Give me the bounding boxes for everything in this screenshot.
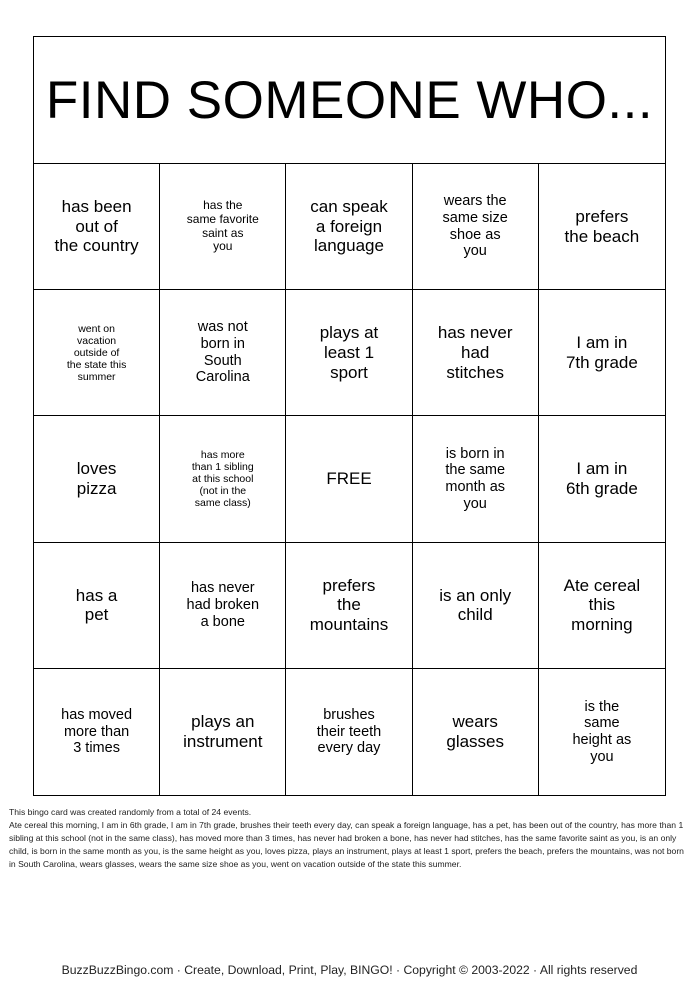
bingo-cell: I am in 7th grade [539, 290, 665, 416]
notes-line-2: Ate cereal this morning, I am in 6th grade, I am in 7th grade, brushes their teeth every day, can speak a foreign language, has a pet, has been out of the country, has more than 1 sibling at this school (not in the same class), has moved more than 3 times, has never had broken a bone, has never had stitches, has the same favorite saint as you, is an only child, is born in the same month as you, is the same height as you, loves pizza, plays an instrument, plays at least 1 sport, prefers the beach, prefers the mountains, was not born in South Carolina, wears glasses, wears the same size shoe as you, went on vacation outside of the state this summer. [9, 820, 684, 870]
bingo-cell: is an only child [413, 543, 539, 669]
bingo-cell: prefers the mountains [286, 543, 412, 669]
bingo-cell: wears glasses [413, 669, 539, 795]
bingo-free-cell: FREE [286, 416, 412, 542]
bingo-cell: has moved more than 3 times [34, 669, 160, 795]
bingo-grid [34, 164, 665, 795]
bingo-cell: has a pet [34, 543, 160, 669]
bingo-cell: prefers the beach [539, 164, 665, 290]
bingo-cell: plays at least 1 sport [286, 290, 412, 416]
bingo-cell: has more than 1 sibling at this school (not in the same class) [160, 416, 286, 542]
bingo-cell: wears the same size shoe as you [413, 164, 539, 290]
notes-line-1: This bingo card was created randomly from a total of 24 events. [9, 807, 252, 817]
bingo-cell: can speak a foreign language [286, 164, 412, 290]
bingo-cell: has been out of the country [34, 164, 160, 290]
bingo-cell: has never had broken a bone [160, 543, 286, 669]
card-title: FIND SOMEONE WHO... [45, 70, 654, 130]
footer-text: BuzzBuzzBingo.com · Create, Download, Print, Play, BINGO! · Copyright © 2003-2022 · All rights reserved [61, 963, 638, 977]
bingo-cell: is the same height as you [572, 698, 632, 765]
title-box [34, 37, 665, 164]
bingo-cell: Ate cereal this morning [539, 543, 665, 669]
bingo-card [33, 36, 666, 796]
card-notes [9, 806, 689, 871]
bingo-cell: loves pizza [34, 416, 160, 542]
bingo-cell: was not born in South Carolina [160, 290, 286, 416]
bingo-cell: plays an instrument [160, 669, 286, 795]
bingo-cell: is born in the same month as you [413, 416, 539, 542]
bingo-cell: brushes their teeth every day [286, 669, 412, 795]
bingo-cell: has never had stitches [413, 290, 539, 416]
bingo-cell: went on vacation outside of the state this summer [34, 290, 160, 416]
bingo-cell: I am in 6th grade [539, 416, 665, 542]
bingo-cell: has the same favorite saint as you [160, 164, 286, 290]
